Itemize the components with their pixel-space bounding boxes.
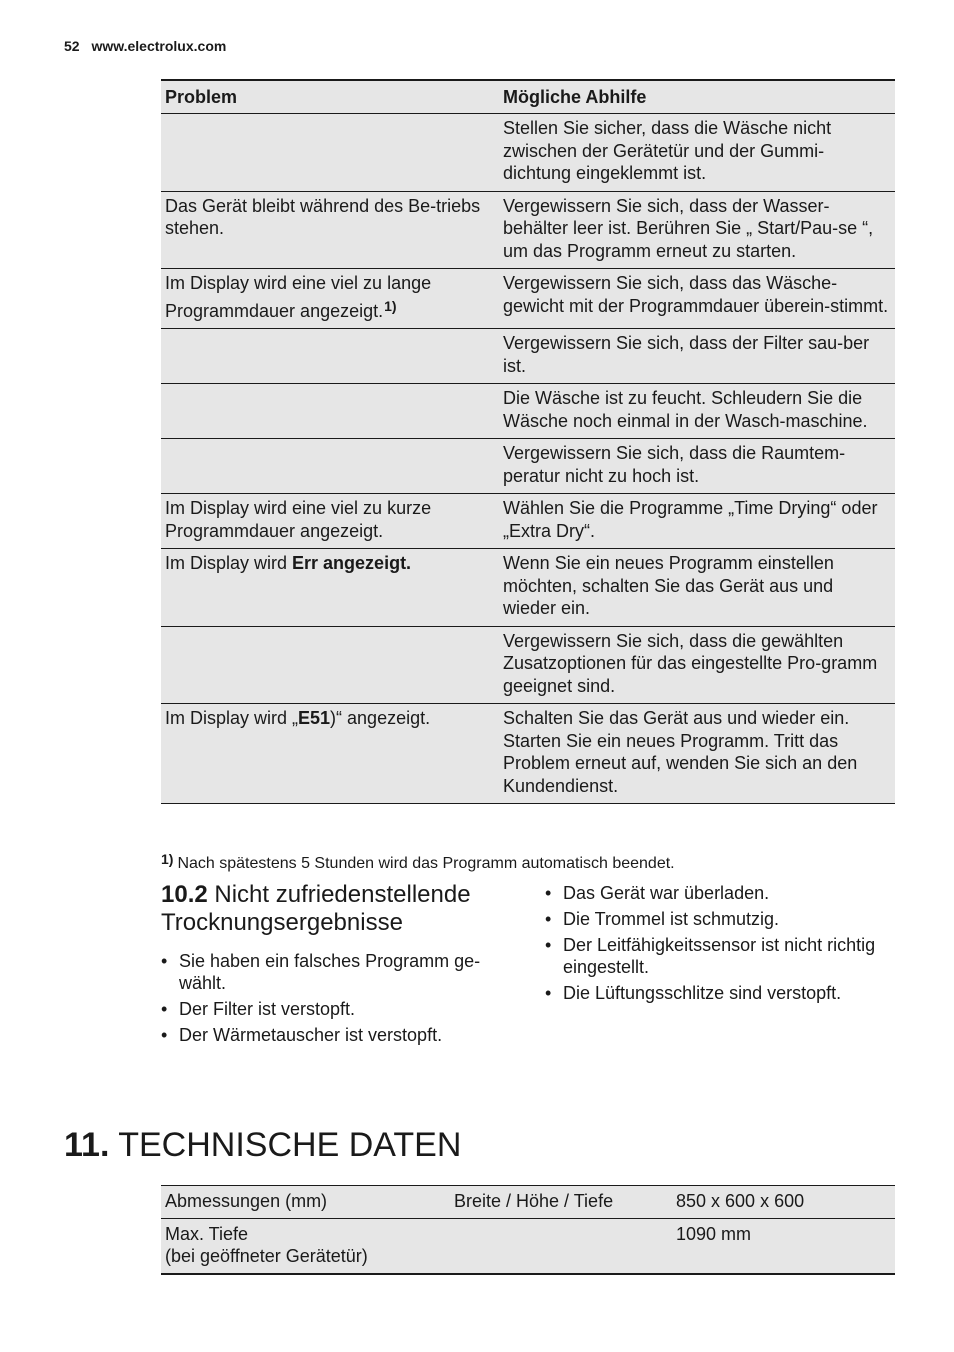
- table-row: [161, 549, 895, 627]
- list-item: • Der Filter ist verstopft.: [161, 998, 501, 1020]
- remedy-cell: Vergewissern Sie sich, dass das Wäsche-gewicht mit der Programmdauer überein-stimmt.: [499, 269, 895, 329]
- remedy-cell: Stellen Sie sicher, dass die Wäsche nicht zwischen der Gerätetür und der Gummi-dichtung eingeklemmt ist.: [499, 114, 895, 192]
- spec-value: 1090 mm: [672, 1219, 895, 1275]
- table-header-row: [161, 80, 895, 114]
- problem-cell: [161, 549, 499, 627]
- spec-label: [161, 1219, 450, 1275]
- error-code: E51: [298, 708, 331, 728]
- remedy-cell: Die Wäsche ist zu feucht. Schleudern Sie die Wäsche noch einmal in der Wasch-maschine.: [499, 384, 895, 439]
- problem-text-suffix: )“ angezeigt.: [330, 708, 431, 728]
- remedy-cell: Schalten Sie das Gerät aus und wieder ein. Starten Sie ein neues Programm. Tritt das Problem erneut auf, wenden Sie sich an den Kundendienst.: [499, 704, 895, 804]
- table-row: [161, 704, 895, 804]
- remedy-cell: Vergewissern Sie sich, dass der Wasser-behälter leer ist. Berühren Sie „ Start/Pau-se “, um das Programm erneut zu starten.: [499, 191, 895, 269]
- spec-sublabel: Breite / Höhe / Tiefe: [450, 1186, 672, 1219]
- problem-cell: Im Display wird eine viel zu kurze Programmdauer angezeigt.: [161, 494, 499, 549]
- technical-data-table: [161, 1185, 895, 1275]
- list-item: • Die Lüftungsschlitze sind verstopft.: [545, 982, 895, 1004]
- list-item: • Das Gerät war überladen.: [545, 882, 895, 904]
- table-row: [161, 439, 895, 494]
- list-item: • Die Trommel ist schmutzig.: [545, 908, 895, 930]
- table-row: [161, 1186, 895, 1219]
- section-heading: [161, 881, 501, 937]
- troubleshooting-table: [161, 79, 895, 804]
- problem-cell: Das Gerät bleibt während des Be-triebs stehen.: [161, 191, 499, 269]
- spec-label: Abmessungen (mm): [161, 1186, 450, 1219]
- table-row: [161, 1219, 895, 1275]
- problem-cell: [161, 269, 499, 329]
- site-url: www.electrolux.com: [91, 38, 227, 54]
- spec-label-line: Max. Tiefe: [165, 1224, 249, 1244]
- table-row: [161, 494, 895, 549]
- chapter-heading: [64, 1124, 461, 1166]
- remedy-cell: Wenn Sie ein neues Programm einstellen möchten, schalten Sie das Gerät aus und wieder ein.: [499, 549, 895, 627]
- cause-list-right: [545, 882, 895, 1008]
- chapter-title: TECHNISCHE DATEN: [118, 1126, 462, 1164]
- table-row: [161, 191, 895, 269]
- spec-label-note: (bei geöffneter Gerätetür): [165, 1246, 368, 1266]
- col-header-remedy: Mögliche Abhilfe: [499, 80, 895, 114]
- chapter-number: 11.: [64, 1126, 110, 1164]
- section-title: Nicht zufriedenstellende Trocknungsergebnisse: [161, 881, 471, 936]
- problem-cell: [161, 329, 499, 384]
- error-code: Err angezeigt.: [292, 553, 412, 573]
- page-header: [64, 38, 226, 54]
- table-row: [161, 269, 895, 329]
- problem-cell: [161, 114, 499, 192]
- problem-text: Im Display wird „: [165, 708, 299, 728]
- footnote: [161, 851, 675, 873]
- footnote-ref: 1): [384, 297, 397, 314]
- list-item: • Der Wärmetauscher ist verstopft.: [161, 1024, 501, 1046]
- table-row: [161, 384, 895, 439]
- footnote-text: Nach spätestens 5 Stunden wird das Programm automatisch beendet.: [177, 855, 675, 872]
- problem-text: Im Display wird: [165, 553, 293, 573]
- list-item: • Sie haben ein falsches Programm ge-wählt.: [161, 950, 501, 994]
- table-row: [161, 114, 895, 192]
- problem-text: Im Display wird eine viel zu lange Programmdauer angezeigt.: [165, 273, 432, 321]
- list-item: • Der Leitfähigkeitssensor ist nicht richtig eingestellt.: [545, 934, 895, 978]
- spec-sublabel: [450, 1219, 672, 1275]
- remedy-cell: Vergewissern Sie sich, dass die Raumtem-peratur nicht zu hoch ist.: [499, 439, 895, 494]
- problem-cell: [161, 384, 499, 439]
- footnote-mark: 1): [161, 851, 174, 867]
- remedy-cell: Vergewissern Sie sich, dass die gewählten Zusatzoptionen für das eingestellte Pro-gramm geeignet sind.: [499, 626, 895, 704]
- remedy-cell: Wählen Sie die Programme „Time Drying“ oder „Extra Dry“.: [499, 494, 895, 549]
- problem-cell: [161, 704, 499, 804]
- table-row: [161, 329, 895, 384]
- problem-cell: [161, 626, 499, 704]
- col-header-problem: Problem: [161, 80, 499, 114]
- remedy-cell: Vergewissern Sie sich, dass der Filter sau-ber ist.: [499, 329, 895, 384]
- section-number: 10.2: [161, 881, 208, 908]
- cause-list-left: [161, 950, 501, 1050]
- page-number: 52: [64, 38, 80, 54]
- spec-value: 850 x 600 x 600: [672, 1186, 895, 1219]
- table-row: [161, 626, 895, 704]
- problem-cell: [161, 439, 499, 494]
